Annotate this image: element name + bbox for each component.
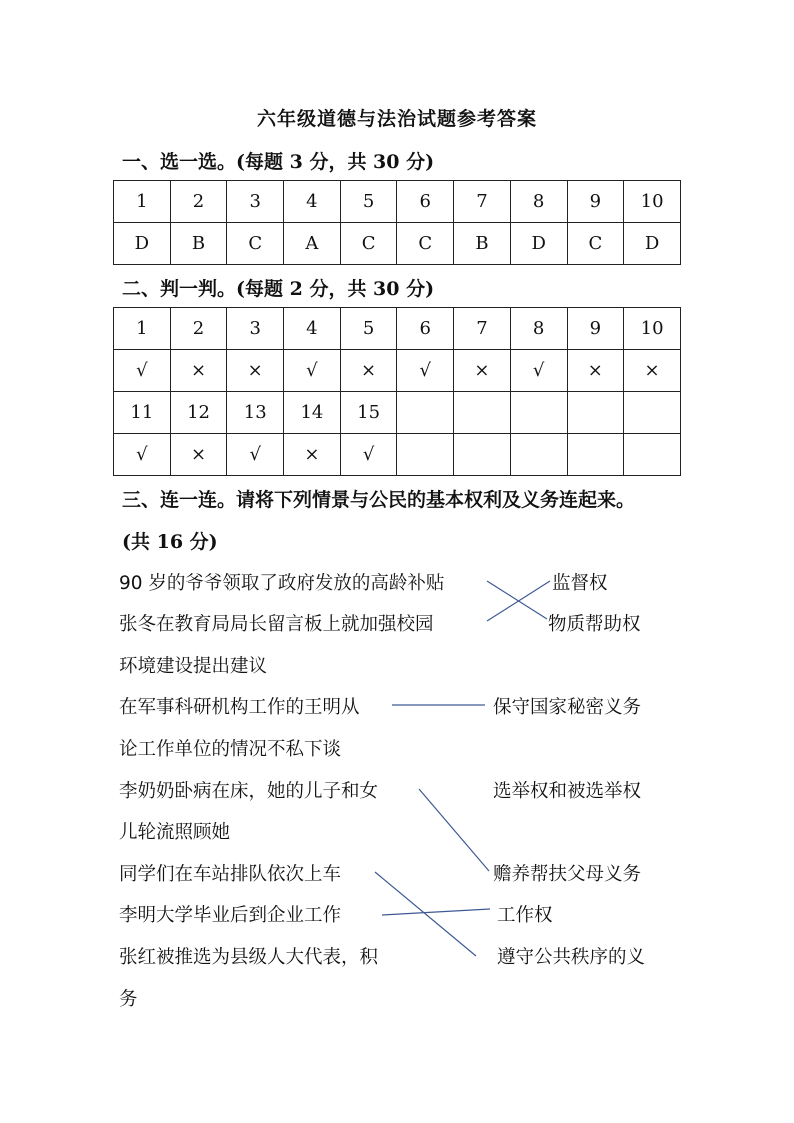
page-title: 六年级道德与法治试题参考答案 <box>256 108 537 130</box>
question-number: 1 <box>114 181 171 223</box>
section3-heading: 三、连一连。请将下列情景与公民的基本权利及义务连起来。 <box>122 489 636 511</box>
answer-cell: × <box>454 350 511 392</box>
scenario-text: 同学们在车站排队依次上车 <box>119 864 342 885</box>
right-option: 赡养帮扶父母义务 <box>493 864 642 885</box>
answer-cell: √ <box>284 350 341 392</box>
question-number: 12 <box>170 392 227 434</box>
question-number: 6 <box>397 181 454 223</box>
scenario-text: 论工作单位的情况不私下谈 <box>119 739 342 760</box>
answer-cell: × <box>624 350 681 392</box>
question-number: 8 <box>510 308 567 350</box>
connector-line <box>419 789 489 871</box>
section3-score: (共 16 分) <box>122 531 218 553</box>
answer-cell: B <box>454 223 511 265</box>
answer-cell: C <box>567 223 624 265</box>
question-number: 10 <box>624 181 681 223</box>
scenario-text: 90 岁的爷爷领取了政府发放的高龄补贴 <box>119 573 445 594</box>
section2-heading: 二、判一判。(每题 2 分，共 30 分) <box>122 278 435 300</box>
question-number: 11 <box>114 392 171 434</box>
question-number: 7 <box>454 308 511 350</box>
question-number: 6 <box>397 308 454 350</box>
section1-heading: 一、选一选。(每题 3 分，共 30 分) <box>122 151 435 173</box>
answer-cell: C <box>397 223 454 265</box>
question-number: 13 <box>227 392 284 434</box>
answer-cell: × <box>170 434 227 476</box>
question-number: 9 <box>567 181 624 223</box>
connector-line <box>382 909 490 915</box>
answer-cell: √ <box>510 350 567 392</box>
question-number: 2 <box>170 308 227 350</box>
answer-cell: × <box>227 350 284 392</box>
question-number: 4 <box>284 308 341 350</box>
answer-cell: √ <box>114 350 171 392</box>
answer-cell: √ <box>114 434 171 476</box>
answer-cell: D <box>510 223 567 265</box>
question-number: 3 <box>227 181 284 223</box>
scenario-text: 务 <box>119 989 138 1010</box>
question-number: 1 <box>114 308 171 350</box>
right-option: 选举权和被选举权 <box>493 781 642 802</box>
scenario-text: 张红被推选为县级人大代表，积 <box>119 947 379 968</box>
answer-cell: × <box>340 350 397 392</box>
question-number: 5 <box>340 181 397 223</box>
right-option: 工作权 <box>497 905 553 926</box>
answer-cell: B <box>170 223 227 265</box>
scenario-text: 环境建设提出建议 <box>119 656 268 677</box>
answer-cell: √ <box>340 434 397 476</box>
connector-line <box>487 581 547 619</box>
answer-cell: × <box>170 350 227 392</box>
question-number: 5 <box>340 308 397 350</box>
question-number: 4 <box>284 181 341 223</box>
question-number: 8 <box>510 181 567 223</box>
right-option: 保守国家秘密义务 <box>493 697 642 718</box>
question-number: 15 <box>340 392 397 434</box>
answer-cell: C <box>227 223 284 265</box>
scenario-text: 张冬在教育局局长留言板上就加强校园 <box>119 614 434 635</box>
right-option: 监督权 <box>552 573 608 594</box>
scenario-text: 李明大学毕业后到企业工作 <box>119 905 342 926</box>
question-number: 10 <box>624 308 681 350</box>
answer-cell: × <box>567 350 624 392</box>
answer-cell: A <box>284 223 341 265</box>
answer-cell: D <box>624 223 681 265</box>
answer-cell: D <box>114 223 171 265</box>
scenario-text: 李奶奶卧病在床，她的儿子和女 <box>119 781 379 802</box>
question-number: 2 <box>170 181 227 223</box>
question-number: 7 <box>454 181 511 223</box>
answer-cell: C <box>340 223 397 265</box>
scenario-text: 在军事科研机构工作的王明从 <box>119 697 360 718</box>
question-number: 9 <box>567 308 624 350</box>
scenario-text: 儿轮流照顾她 <box>119 822 231 843</box>
answer-cell: √ <box>227 434 284 476</box>
answer-cell: √ <box>397 350 454 392</box>
right-option: 遵守公共秩序的义 <box>497 947 646 968</box>
question-number: 14 <box>284 392 341 434</box>
question-number: 3 <box>227 308 284 350</box>
right-option: 物质帮助权 <box>548 614 641 635</box>
answer-cell: × <box>284 434 341 476</box>
